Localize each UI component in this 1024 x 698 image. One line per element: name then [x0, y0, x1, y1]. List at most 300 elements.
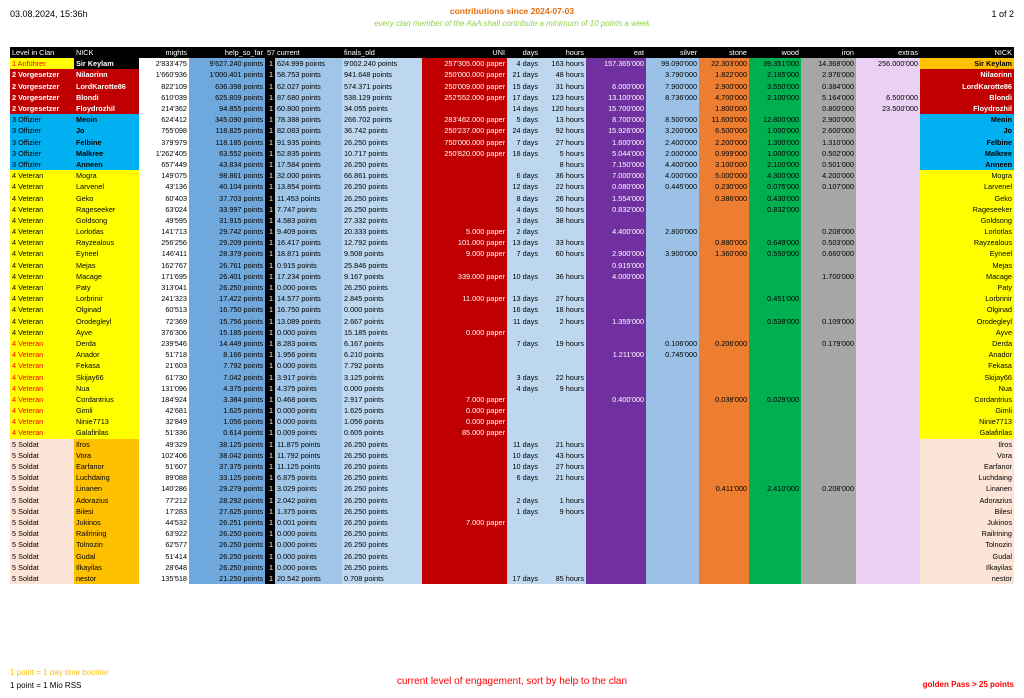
- cell-stone: 11.600'000: [699, 114, 749, 125]
- cell-silver: [646, 539, 699, 550]
- cell-col-57: 1: [265, 461, 275, 472]
- cell-extras: [856, 439, 920, 450]
- cell-mights: 1'262'405: [139, 148, 189, 159]
- header-wood: wood: [749, 47, 801, 58]
- cell-nick: Rayzealous: [74, 237, 139, 248]
- cell-level: 3 Offizier: [10, 137, 74, 148]
- cell-nick: Anneen: [74, 159, 139, 170]
- cell-uni: [422, 204, 507, 215]
- cell-iron: [801, 450, 856, 461]
- cell-nick: Fekasa: [74, 360, 139, 371]
- table-row: [10, 237, 1014, 248]
- cell-col-57: 1: [265, 327, 275, 338]
- cell-mights: 61'730: [139, 371, 189, 382]
- cell-level: 4 Veteran: [10, 226, 74, 237]
- cell-current: 3.029 points: [275, 483, 342, 494]
- cell-finals-old: 26.250 points: [342, 506, 422, 517]
- cell-silver: [646, 528, 699, 539]
- cell-eat: [586, 405, 646, 416]
- cell-stone: [699, 349, 749, 360]
- cell-help-so-far: 3.384 points: [189, 394, 265, 405]
- cell-mights: 51'718: [139, 349, 189, 360]
- table-row: [10, 450, 1014, 461]
- cell-eat: [586, 450, 646, 461]
- cell-eat: 13.100'000: [586, 92, 646, 103]
- cell-help-so-far: 26.250 points: [189, 550, 265, 561]
- cell-mights: 131'096: [139, 383, 189, 394]
- cell-iron: 0.179'000: [801, 338, 856, 349]
- cell-iron: [801, 260, 856, 271]
- cell-col-57: 1: [265, 371, 275, 382]
- cell-finals-old: 538.129 points: [342, 92, 422, 103]
- cell-level: 4 Veteran: [10, 260, 74, 271]
- cell-help-so-far: 118.185 points: [189, 137, 265, 148]
- cell-nick: Macage: [74, 271, 139, 282]
- cell-help-so-far: 26.401 points: [189, 271, 265, 282]
- cell-extras: [856, 450, 920, 461]
- cell-hours: 31 hours: [540, 81, 586, 92]
- cell-eat: 8.700'000: [586, 114, 646, 125]
- cell-eat: 7.000'000: [586, 170, 646, 181]
- cell-level: 4 Veteran: [10, 383, 74, 394]
- cell-silver: [646, 550, 699, 561]
- cell-col-57: 1: [265, 237, 275, 248]
- cell-extras: 23.500'000: [856, 103, 920, 114]
- cell-eat: 7.150'000: [586, 159, 646, 170]
- cell-mights: 135'518: [139, 573, 189, 584]
- cell-wood: 1.300'000: [749, 137, 801, 148]
- cell-help-so-far: 98.861 points: [189, 170, 265, 181]
- cell-finals-old: 9'002.240 points: [342, 58, 422, 69]
- cell-help-so-far: 31.915 points: [189, 215, 265, 226]
- cell-level: 4 Veteran: [10, 237, 74, 248]
- cell-uni: 0.000 paper: [422, 327, 507, 338]
- table-row: [10, 416, 1014, 427]
- cell-extras: [856, 293, 920, 304]
- cell-col-57: 1: [265, 282, 275, 293]
- cell-mights: 32'849: [139, 416, 189, 427]
- cell-wood: 0.649'000: [749, 237, 801, 248]
- cell-finals-old: 266.702 points: [342, 114, 422, 125]
- cell-silver: [646, 495, 699, 506]
- cell-help-so-far: 15.756 points: [189, 316, 265, 327]
- cell-eat: [586, 237, 646, 248]
- cell-silver: [646, 215, 699, 226]
- cell-eat: [586, 304, 646, 315]
- cell-eat: [586, 383, 646, 394]
- cell-uni: [422, 215, 507, 226]
- cell-iron: [801, 371, 856, 382]
- cell-days: 12 days: [507, 181, 540, 192]
- cell-iron: [801, 282, 856, 293]
- cell-wood: [749, 405, 801, 416]
- table-row: [10, 550, 1014, 561]
- cell-level: 4 Veteran: [10, 304, 74, 315]
- cell-silver: [646, 517, 699, 528]
- cell-mights: 379'979: [139, 137, 189, 148]
- cell-mights: 62'577: [139, 539, 189, 550]
- cell-nick-right: Mogra: [920, 170, 1014, 181]
- cell-stone: [699, 573, 749, 584]
- cell-nick-right: Jo: [920, 125, 1014, 136]
- cell-current: 8.283 points: [275, 338, 342, 349]
- cell-mights: 755'098: [139, 125, 189, 136]
- cell-extras: [856, 483, 920, 494]
- cell-col-57: 1: [265, 125, 275, 136]
- cell-nick: Geko: [74, 192, 139, 203]
- cell-col-57: 1: [265, 204, 275, 215]
- cell-level: 3 Offizier: [10, 114, 74, 125]
- cell-col-57: 1: [265, 539, 275, 550]
- cell-uni: [422, 170, 507, 181]
- cell-days: 10 days: [507, 461, 540, 472]
- cell-eat: [586, 517, 646, 528]
- table-row: [10, 148, 1014, 159]
- cell-uni: 7.000 paper: [422, 394, 507, 405]
- header-hours: hours: [540, 47, 586, 58]
- cell-current: 6.875 points: [275, 472, 342, 483]
- table-row: [10, 125, 1014, 136]
- cell-help-so-far: 15.185 points: [189, 327, 265, 338]
- cell-wood: [749, 271, 801, 282]
- cell-uni: 339.000 paper: [422, 271, 507, 282]
- cell-finals-old: 26.250 points: [342, 495, 422, 506]
- cell-help-so-far: 33.125 points: [189, 472, 265, 483]
- cell-finals-old: 26.250 points: [342, 137, 422, 148]
- table-row: [10, 495, 1014, 506]
- cell-nick: Mejas: [74, 260, 139, 271]
- cell-nick: Gudal: [74, 550, 139, 561]
- cell-current: 3.917 points: [275, 371, 342, 382]
- cell-stone: [699, 427, 749, 438]
- cell-nick-right: Anador: [920, 349, 1014, 360]
- cell-level: 5 Soldat: [10, 562, 74, 573]
- cell-stone: [699, 371, 749, 382]
- cell-hours: 43 hours: [540, 450, 586, 461]
- cell-wood: [749, 539, 801, 550]
- cell-wood: [749, 360, 801, 371]
- cell-iron: [801, 495, 856, 506]
- cell-days: [507, 539, 540, 550]
- cell-current: 0.000 points: [275, 327, 342, 338]
- cell-help-so-far: 33.997 points: [189, 204, 265, 215]
- cell-iron: 0.800'000: [801, 103, 856, 114]
- cell-days: [507, 517, 540, 528]
- cell-silver: [646, 394, 699, 405]
- cell-iron: 1.310'000: [801, 137, 856, 148]
- cell-uni: [422, 539, 507, 550]
- cell-extras: [856, 562, 920, 573]
- cell-uni: [422, 260, 507, 271]
- cell-extras: [856, 114, 920, 125]
- cell-hours: 19 hours: [540, 338, 586, 349]
- cell-mights: 149'075: [139, 170, 189, 181]
- cell-hours: 123 hours: [540, 92, 586, 103]
- header-nick: NICK: [74, 47, 139, 58]
- cell-silver: 3.900'000: [646, 248, 699, 259]
- table-row: [10, 103, 1014, 114]
- cell-nick: Derda: [74, 338, 139, 349]
- cell-finals-old: 25.846 points: [342, 260, 422, 271]
- cell-mights: 313'041: [139, 282, 189, 293]
- cell-nick-right: Linanen: [920, 483, 1014, 494]
- cell-iron: 0.502'000: [801, 148, 856, 159]
- cell-help-so-far: 118.825 points: [189, 125, 265, 136]
- cell-days: [507, 528, 540, 539]
- cell-hours: 9 hours: [540, 506, 586, 517]
- cell-wood: [749, 550, 801, 561]
- cell-help-so-far: 38.042 points: [189, 450, 265, 461]
- cell-extras: [856, 394, 920, 405]
- table-body: [10, 58, 1014, 584]
- cell-iron: 0.503'000: [801, 237, 856, 248]
- cell-help-so-far: 17.422 points: [189, 293, 265, 304]
- cell-current: 62.027 points: [275, 81, 342, 92]
- cell-extras: [856, 472, 920, 483]
- cell-nick: Vora: [74, 450, 139, 461]
- cell-help-so-far: 4.375 points: [189, 383, 265, 394]
- cell-mights: 162'767: [139, 260, 189, 271]
- cell-nick: Skijay66: [74, 371, 139, 382]
- cell-nick-right: Rayzealous: [920, 237, 1014, 248]
- cell-days: 13 days: [507, 237, 540, 248]
- cell-iron: [801, 394, 856, 405]
- cell-silver: [646, 327, 699, 338]
- cell-nick-right: Cordantrius: [920, 394, 1014, 405]
- cell-eat: 1.600'000: [586, 137, 646, 148]
- cell-uni: [422, 338, 507, 349]
- cell-wood: [749, 506, 801, 517]
- cell-current: 2.042 points: [275, 495, 342, 506]
- cell-nick-right: Jukinos: [920, 517, 1014, 528]
- cell-stone: [699, 562, 749, 573]
- cell-days: 1 days: [507, 506, 540, 517]
- cell-level: 5 Soldat: [10, 517, 74, 528]
- cell-nick: Orodegleyl: [74, 316, 139, 327]
- cell-uni: 250'820.000 paper: [422, 148, 507, 159]
- cell-stone: 0.386'000: [699, 192, 749, 203]
- cell-eat: 1.211'000: [586, 349, 646, 360]
- cell-mights: 376'306: [139, 327, 189, 338]
- cell-extras: [856, 125, 920, 136]
- cell-extras: [856, 192, 920, 203]
- table-row: [10, 282, 1014, 293]
- cell-level: 4 Veteran: [10, 394, 74, 405]
- contribution-table: [10, 47, 1014, 584]
- table-row: [10, 528, 1014, 539]
- cell-extras: [856, 371, 920, 382]
- cell-wood: [749, 304, 801, 315]
- cell-days: 17 days: [507, 573, 540, 584]
- cell-col-57: 1: [265, 427, 275, 438]
- cell-mights: 171'695: [139, 271, 189, 282]
- cell-mights: 102'406: [139, 450, 189, 461]
- cell-days: 5 days: [507, 114, 540, 125]
- cell-extras: [856, 405, 920, 416]
- cell-hours: [540, 282, 586, 293]
- cell-wood: 0.550'000: [749, 248, 801, 259]
- cell-iron: 2.976'000: [801, 69, 856, 80]
- cell-mights: 51'336: [139, 427, 189, 438]
- cell-uni: [422, 349, 507, 360]
- cell-wood: [749, 416, 801, 427]
- cell-level: 4 Veteran: [10, 215, 74, 226]
- cell-days: 2 days: [507, 226, 540, 237]
- table-row: [10, 159, 1014, 170]
- cell-eat: [586, 573, 646, 584]
- cell-days: 7 days: [507, 248, 540, 259]
- cell-extras: [856, 338, 920, 349]
- cell-extras: [856, 573, 920, 584]
- cell-days: [507, 394, 540, 405]
- cell-iron: [801, 416, 856, 427]
- cell-col-57: 1: [265, 338, 275, 349]
- cell-extras: [856, 170, 920, 181]
- cell-current: 1.375 points: [275, 506, 342, 517]
- cell-uni: 250'237.000 paper: [422, 125, 507, 136]
- cell-hours: 1 hours: [540, 495, 586, 506]
- cell-days: 2 days: [507, 495, 540, 506]
- cell-extras: [856, 137, 920, 148]
- cell-stone: [699, 528, 749, 539]
- header-extras: extras: [856, 47, 920, 58]
- cell-days: 4 days: [507, 58, 540, 69]
- cell-iron: [801, 293, 856, 304]
- cell-level: 4 Veteran: [10, 427, 74, 438]
- cell-hours: 85 hours: [540, 573, 586, 584]
- cell-mights: 624'412: [139, 114, 189, 125]
- cell-level: 4 Veteran: [10, 360, 74, 371]
- cell-mights: 140'286: [139, 483, 189, 494]
- cell-uni: [422, 181, 507, 192]
- cell-iron: 5.164'000: [801, 92, 856, 103]
- cell-col-57: 1: [265, 439, 275, 450]
- cell-days: 24 days: [507, 125, 540, 136]
- cell-hours: 9 hours: [540, 383, 586, 394]
- table-row: [10, 360, 1014, 371]
- cell-level: 4 Veteran: [10, 327, 74, 338]
- cell-days: 8 days: [507, 192, 540, 203]
- table-row: [10, 573, 1014, 584]
- cell-nick-right: Lorlotlas: [920, 226, 1014, 237]
- cell-level: 2 Vorgesetzer: [10, 92, 74, 103]
- cell-mights: 241'323: [139, 293, 189, 304]
- cell-iron: [801, 562, 856, 573]
- cell-iron: [801, 405, 856, 416]
- cell-iron: [801, 427, 856, 438]
- cell-eat: [586, 483, 646, 494]
- cell-hours: [540, 349, 586, 360]
- cell-col-57: 1: [265, 517, 275, 528]
- cell-days: 7 days: [507, 338, 540, 349]
- cell-help-so-far: 0.614 points: [189, 427, 265, 438]
- cell-mights: 51'607: [139, 461, 189, 472]
- cell-eat: 2.900'000: [586, 248, 646, 259]
- cell-hours: [540, 327, 586, 338]
- cell-iron: [801, 439, 856, 450]
- cell-hours: [540, 226, 586, 237]
- cell-help-so-far: 28.292 points: [189, 495, 265, 506]
- cell-stone: 0.230'000: [699, 181, 749, 192]
- cell-stone: 1.800'000: [699, 103, 749, 114]
- cell-nick-right: Skijay66: [920, 371, 1014, 382]
- cell-days: [507, 483, 540, 494]
- cell-nick-right: Eyneel: [920, 248, 1014, 259]
- cell-days: [507, 349, 540, 360]
- cell-days: [507, 282, 540, 293]
- cell-col-57: 1: [265, 260, 275, 271]
- table-row: [10, 562, 1014, 573]
- cell-current: 4.375 points: [275, 383, 342, 394]
- cell-finals-old: 26.250 points: [342, 192, 422, 203]
- cell-days: 3 days: [507, 215, 540, 226]
- cell-iron: 0.384'000: [801, 81, 856, 92]
- cell-current: 0.009 points: [275, 427, 342, 438]
- cell-current: 0.000 points: [275, 416, 342, 427]
- cell-uni: 0.000 paper: [422, 405, 507, 416]
- cell-silver: [646, 562, 699, 573]
- table-row: [10, 92, 1014, 103]
- cell-current: 0.000 points: [275, 528, 342, 539]
- cell-current: 20.542 points: [275, 573, 342, 584]
- cell-silver: 2.000'000: [646, 148, 699, 159]
- cell-help-so-far: 1.056 points: [189, 416, 265, 427]
- cell-col-57: 1: [265, 137, 275, 148]
- cell-nick-right: Felbine: [920, 137, 1014, 148]
- cell-nick-right: Floydrozhil: [920, 103, 1014, 114]
- cell-col-57: 1: [265, 360, 275, 371]
- cell-stone: [699, 260, 749, 271]
- cell-uni: [422, 495, 507, 506]
- cell-level: 4 Veteran: [10, 181, 74, 192]
- cell-silver: 0.106'000: [646, 338, 699, 349]
- cell-nick: Eyneel: [74, 248, 139, 259]
- cell-nick-right: Ninie7713: [920, 416, 1014, 427]
- header-current: current: [275, 47, 342, 58]
- cell-help-so-far: 27.625 points: [189, 506, 265, 517]
- cell-help-so-far: 345.090 points: [189, 114, 265, 125]
- cell-eat: [586, 472, 646, 483]
- table-row: [10, 215, 1014, 226]
- cell-days: [507, 562, 540, 573]
- cell-finals-old: 0.708 points: [342, 573, 422, 584]
- cell-nick: Nua: [74, 383, 139, 394]
- cell-stone: 1.360'000: [699, 248, 749, 259]
- cell-eat: [586, 495, 646, 506]
- table-row: [10, 58, 1014, 69]
- cell-nick: Meoin: [74, 114, 139, 125]
- cell-silver: 2.400'000: [646, 137, 699, 148]
- cell-level: 5 Soldat: [10, 483, 74, 494]
- cell-days: [507, 405, 540, 416]
- cell-help-so-far: 16.750 points: [189, 304, 265, 315]
- cell-nick-right: Paty: [920, 282, 1014, 293]
- cell-eat: [586, 550, 646, 561]
- cell-extras: 6.500'000: [856, 92, 920, 103]
- cell-uni: 7.000 paper: [422, 517, 507, 528]
- cell-stone: [699, 383, 749, 394]
- cell-current: 0.000 points: [275, 360, 342, 371]
- cell-level: 4 Veteran: [10, 271, 74, 282]
- cell-level: 4 Veteran: [10, 338, 74, 349]
- cell-mights: 184'924: [139, 394, 189, 405]
- cell-nick-right: Lorbrinir: [920, 293, 1014, 304]
- cell-level: 4 Veteran: [10, 405, 74, 416]
- cell-silver: 8.500'000: [646, 114, 699, 125]
- cell-wood: [749, 573, 801, 584]
- table-row: [10, 181, 1014, 192]
- cell-hours: 36 hours: [540, 271, 586, 282]
